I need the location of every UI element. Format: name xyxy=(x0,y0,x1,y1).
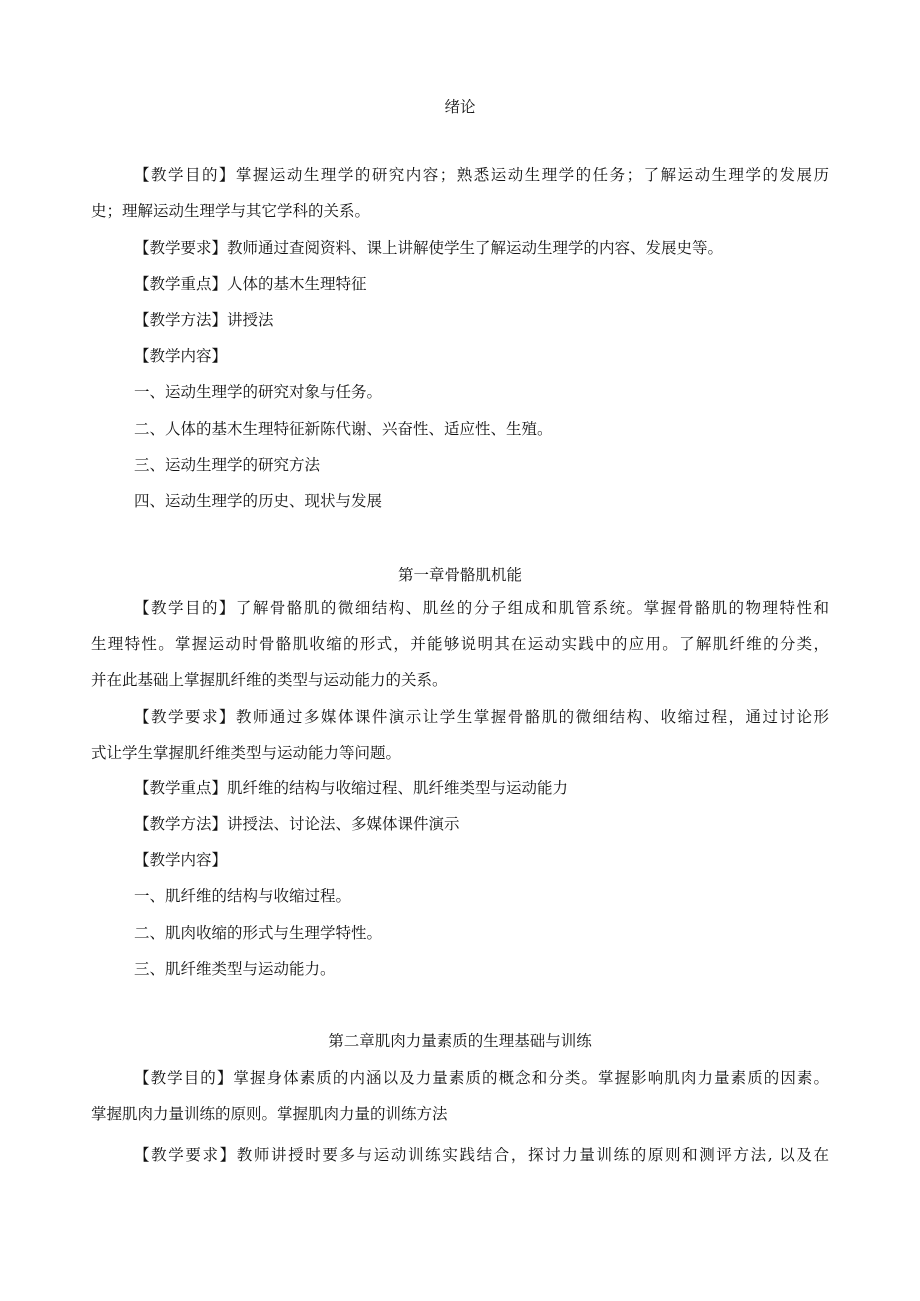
objective-line: 生理特性。掌握运动时骨骼肌收缩的形式，并能够说明其在运动实践中的应用。了解肌纤维的分类， xyxy=(91,635,829,653)
objective-line: 史；理解运动生理学与其它学科的关系。 xyxy=(91,202,371,220)
requirement-line: 式让学生掌握肌纤维类型与运动能力等问题。 xyxy=(91,744,402,762)
requirement-line: 【教学要求】教师通过多媒体课件演示让学生掌握骨骼肌的微细结构、收缩过程，通过讨论形 xyxy=(134,708,829,726)
content-item: 二、肌肉收缩的形式与生理学特性。 xyxy=(134,924,383,942)
content-item: 三、肌纤维类型与运动能力。 xyxy=(134,960,336,978)
section-heading-chapter1: 第一章骨骼肌机能 xyxy=(397,566,522,584)
content-item: 三、运动生理学的研究方法 xyxy=(134,456,321,474)
objective-line: 【教学目的】掌握运动生理学的研究内容；熟悉运动生理学的任务；了解运动生理学的发展历 xyxy=(134,166,829,184)
section-heading-chapter2: 第二章肌肉力量素质的生理基础与训练 xyxy=(328,1032,592,1050)
method: 【教学方法】讲授法 xyxy=(134,311,274,329)
content-item: 一、运动生理学的研究对象与任务。 xyxy=(134,383,383,401)
objective-line: 掌握肌肉力量训练的原则。掌握肌肉力量的训练方法 xyxy=(91,1105,448,1123)
key-point: 【教学重点】人体的基木生理特征 xyxy=(134,275,367,293)
section-heading-intro: 绪论 xyxy=(444,98,476,116)
key-point: 【教学重点】肌纤维的结构与收缩过程、肌纤维类型与运动能力 xyxy=(134,779,569,797)
requirement-line: 【教学要求】教师通过查阅资料、课上讲解使学生了解运动生理学的内容、发展史等。 xyxy=(134,239,724,257)
content-item: 二、人体的基木生理特征新陈代谢、兴奋性、适应性、生殖。 xyxy=(134,420,553,438)
objective-line: 【教学目的】掌握身体素质的内涵以及力量素质的概念和分类。掌握影响肌肉力量素质的因素。 xyxy=(134,1069,829,1087)
objective-line: 【教学目的】了解骨骼肌的微细结构、肌丝的分子组成和肌管系统。掌握骨骼肌的物理特性和 xyxy=(134,599,829,617)
content-item: 一、肌纤维的结构与收缩过程。 xyxy=(134,887,352,905)
content-item: 四、运动生理学的历史、现状与发展 xyxy=(134,492,383,510)
objective-line: 并在此基础上掌握肌纤维的类型与运动能力的关系。 xyxy=(91,671,448,689)
content-label: 【教学内容】 xyxy=(134,347,228,365)
content-label: 【教学内容】 xyxy=(134,851,228,869)
requirement-line: 【教学要求】教师讲授时要多与运动训练实践结合，探讨力量训练的原则和测评方法, 以及在 xyxy=(134,1146,829,1164)
method: 【教学方法】讲授法、讨论法、多媒体课件演示 xyxy=(134,815,460,833)
